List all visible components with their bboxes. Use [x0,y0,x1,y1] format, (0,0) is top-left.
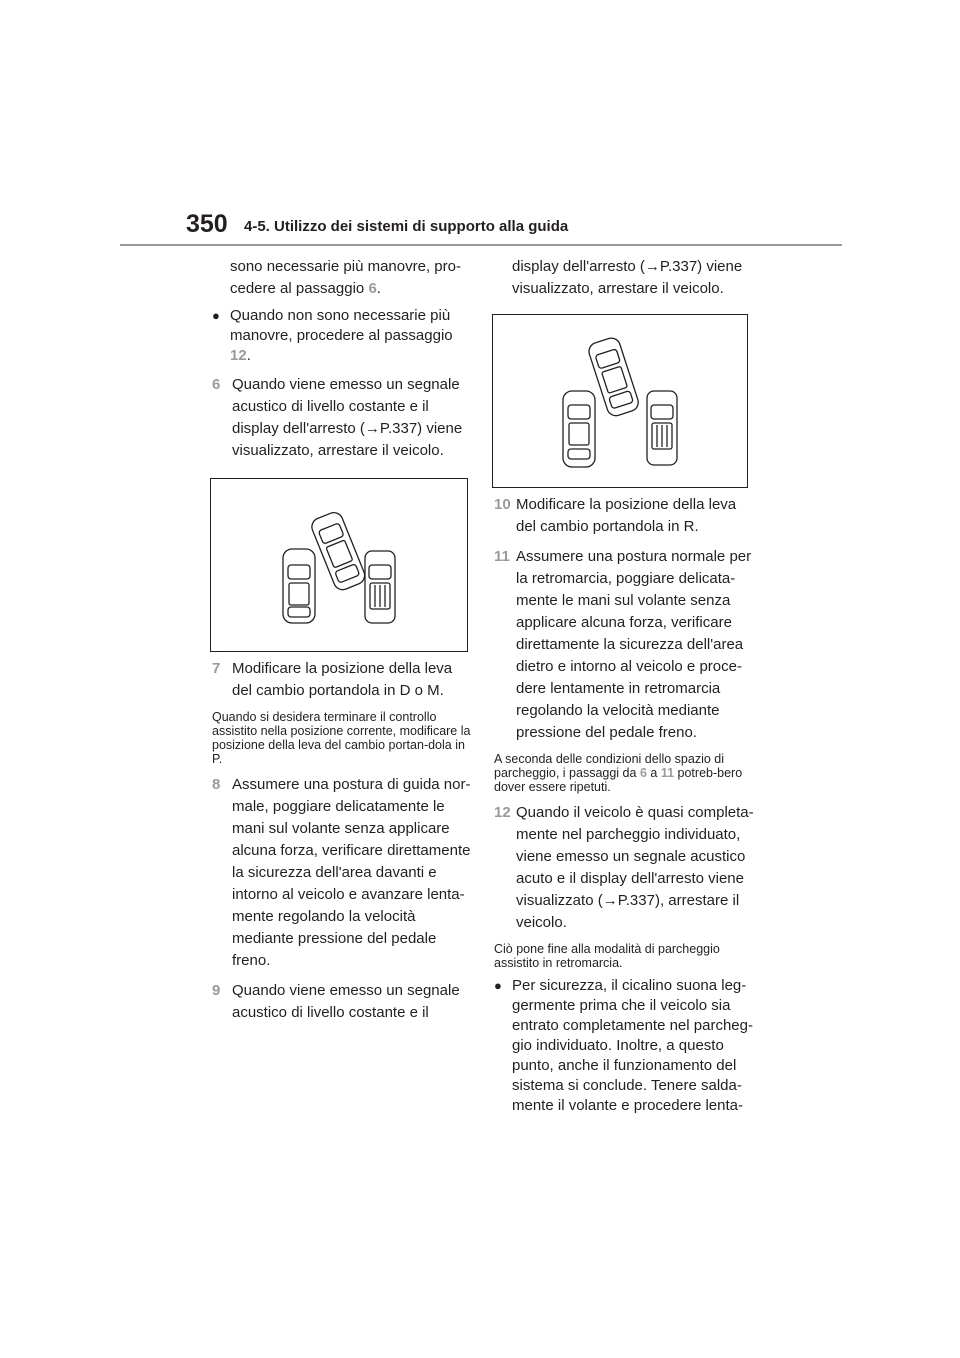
continued-text: display dell'arresto (→P.337) viene visualizzato, arrestare il veicolo. [512,258,743,297]
step-text: Modificare la posizione della leva del cambio portandola in R. [516,496,737,535]
step-text: Modificare la posizione della leva del cambio portandola in D o M. [232,660,453,699]
note-text: Quando si desidera terminare il controllo assistito nella posizione corrente, modificare la posizione della leva del cambio portan-dola in P. [212,710,471,766]
parking-illustration-1 [210,478,468,652]
note-text: Ciò pone fine alla modalità di parcheggio assistito in retromarcia. [494,942,720,970]
page-header [0,0,960,250]
step-number: 11 [494,548,510,565]
left-column [212,256,474,1024]
step-12 [494,802,756,934]
header-divider [120,244,842,246]
step-text: Quando viene emesso un segnale acustico di livello costante e il [232,982,460,1021]
bullet-item: ● Per sicurezza, il cicalino suona leg-germente prima che il veicolo sia entrato completamente nel parcheg-gio individuato. Inoltre, a questo punto, anche il funzionamento del sistema si conclude. Tenere salda-mente il volante e procedere lenta- [494,976,756,1116]
step-text: Assumere una postura normale per la retromarcia, poggiare delicata-mente le mani sul volante senza applicare alcuna forza, verificare direttamente la sicurezza dell'area dietro e intorno al veicolo e proce-dere lentamente in retromarcia regolando la velocità mediante pressione del pedale freno. [516,548,752,741]
step-number: 9 [212,982,221,999]
step-11 [494,546,756,744]
step-reference: 11 [660,766,675,780]
step-text: Quando il veicolo è quasi completa-mente nel parcheggio individuato, viene emesso un segnale acustico acuto e il display dell'arresto viene visualizzato (→P.337), arrestare il veicolo. [516,804,754,931]
bullet-item: ● Quando non sono necessarie più manovre, procedere al passaggio 12. [212,306,474,366]
step-text: Assumere una postura di guida nor-male, poggiare delicatamente le mani sul volante senza applicare alcuna forza, verificare direttamente la sicurezza dell'area davanti e intorno al veicolo e avanzare lenta-mente regolando la velocità mediante pressione del pedale freno. [232,776,471,969]
cars-illustration [493,315,747,487]
step-9 [212,980,474,1024]
step-number: 8 [212,776,221,793]
page-number: 350 [186,210,228,238]
step-number: 7 [212,660,221,677]
step-text: Quando viene emesso un segnale acustico di livello costante e il display dell'arresto (→P.337) viene visualizzato, arrestare il veicolo. [232,376,463,459]
step-number: 6 [212,376,221,393]
step-10 [494,494,756,538]
step-6 [212,374,474,462]
step-reference: 12 [230,347,247,364]
step-reference: 6 [368,280,377,297]
step-number: 12 [494,804,511,821]
parked-car-right [365,551,395,623]
step-7 [212,658,474,702]
cars-illustration [211,479,467,651]
parked-car-left [563,391,595,467]
step-number: 10 [494,496,511,513]
right-column [494,256,756,1116]
section-title: 4-5. Utilizzo dei sistemi di supporto alla guida [244,218,569,235]
maneuvering-car [309,510,367,592]
parked-car-right [647,391,677,465]
note-text: A seconda delle condizioni dello spazio di parcheggio, i passaggi da 6 a 11 potreb-bero dover essere ripetuti. [494,752,743,794]
continued-text: sono necessarie più manovre, pro-cedere al passaggio 6. [230,258,461,297]
step-reference: 6 [639,766,647,780]
parking-illustration-2 [492,314,748,488]
step-8 [212,774,474,972]
parked-car-left [283,549,315,623]
